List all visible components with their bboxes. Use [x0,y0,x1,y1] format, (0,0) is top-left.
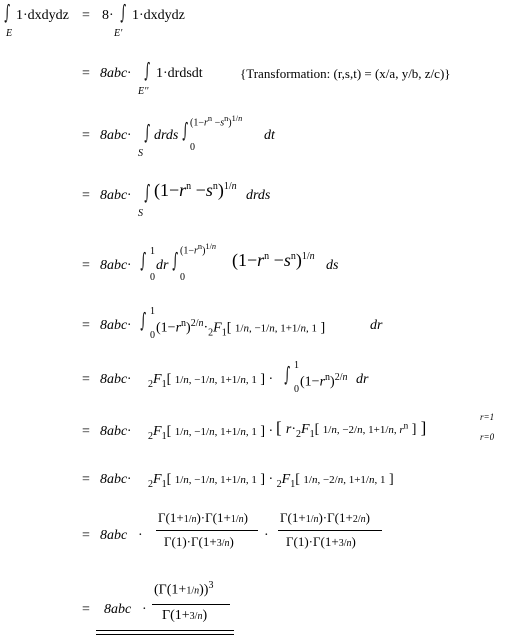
integral-sign: ∫ [144,58,151,82]
coefficient: 8abc· [100,188,131,203]
differential: drds [246,188,271,203]
lower-limit: 0 [190,142,195,153]
equals-sign: = [82,258,90,273]
coefficient: 8abc· [100,128,131,143]
differential: dr [356,372,369,387]
coefficient: 8abc [100,528,128,543]
integral-sign: ∫ [284,362,291,386]
dot: · [138,528,143,543]
coefficient: 8abc· [100,424,131,439]
differential: ds [326,258,339,273]
equals-sign: = [82,128,90,143]
transformation-note: {Transformation: (r,s,t) = (x/a, y/b, z/c)} [240,66,451,81]
coefficient: 8abc· [100,372,131,387]
fraction-1-numerator: Γ(1+1/n)·Γ(1+1/n) [158,510,248,525]
fraction-2-numerator: Γ(1+1/n)·Γ(1+2/n) [280,510,370,525]
expression: $(1-r^n)^{2/n}$ [300,372,348,390]
hypergeometric: $_2F_1$[ 1/n, −1/n, 1+1/n, 1 ] · [148,424,274,442]
equals-sign: = [82,424,90,439]
lower-limit: 0 [150,272,155,283]
final-denominator: Γ(1+3/n) [162,608,208,623]
lower-limit: 0 [150,330,155,341]
coefficient: 8abc· [100,66,131,81]
equals-sign: = [82,8,90,23]
integral-sign: ∫ [144,120,151,144]
equals-sign: = [82,66,90,81]
differential: dr [370,318,383,333]
coefficient: 8· [102,8,114,23]
expression: $(1-r^n)^{2/n}\cdot_2F_1$[ 1/n, −1/n, 1+1/n, 1 ] [156,318,326,339]
integral-sign: ∫ [140,248,147,272]
dot: · [264,528,269,543]
equals-sign: = [82,188,90,203]
coefficient: 8abc· [100,318,131,333]
integral-sign: ∫ [182,118,189,142]
fraction-2-denominator: Γ(1)·Γ(1+3/n) [286,534,356,549]
coefficient: 8abc [104,602,132,617]
equals-sign: = [82,602,90,617]
evaluation-upper: r=1 [480,412,495,422]
expression: $(1-r^n -s^n)^{1/n}$ [154,180,237,200]
upper-limit: 1 [294,360,299,371]
hypergeometric-product: $_2F_1$[ 1/n, −1/n, 1+1/n, 1 ] · $_2F_1$[ 1/n, −2/n, 1+1/n, 1 ] [148,472,394,490]
lower-limit: 0 [294,384,299,395]
upper-limit: $(1-r^n -s^n)^{1/n}$ [190,114,243,129]
evaluation-lower: r=0 [480,432,495,442]
equals-sign: = [82,472,90,487]
expression: $(1-r^n -s^n)^{1/n}$ [232,250,315,270]
bracket-expression: [ $r\cdot_2F_1$[ 1/n, −2/n, 1+1/n, $r^n$ ] ] [276,418,427,440]
fraction-bar [152,604,230,605]
final-numerator: $(\Gamma(1+1/n))^3$ [154,580,214,598]
lower-limit: 0 [180,272,185,283]
integral-sign: ∫ [172,248,179,272]
hypergeometric: $_2F_1$[ 1/n, −1/n, 1+1/n, 1 ] · [148,372,274,390]
coefficient: 8abc· [100,472,131,487]
integrand: 1·drdsdt [156,66,203,81]
integral-sign: ∫ [4,0,11,24]
domain-label: E [6,28,13,39]
result-underline [96,634,234,635]
fraction-1-denominator: Γ(1)·Γ(1+3/n) [164,534,234,549]
integral-sign: ∫ [140,308,147,332]
rhs-integrand: 1·dxdydz [132,8,185,23]
differential: dr [156,258,169,273]
fraction-bar [278,530,382,531]
integral-sign: ∫ [144,180,151,204]
coefficient: 8abc· [100,258,131,273]
result-underline [96,630,234,631]
equals-sign: = [82,318,90,333]
domain-label: S [138,148,143,159]
domain-label: E' [114,28,123,39]
integral-sign: ∫ [120,0,127,24]
equals-sign: = [82,528,90,543]
domain-label: E'' [138,86,149,97]
domain-label: S [138,208,143,219]
equals-sign: = [82,372,90,387]
fraction-bar [156,530,258,531]
upper-limit: 1 [150,246,155,257]
differential: drds [154,128,179,143]
differential: dt [264,128,275,143]
upper-limit: 1 [150,306,155,317]
upper-limit: $(1-r^n)^{1/n}$ [180,242,217,257]
lhs-integrand: 1·dxdydz [16,8,69,23]
dot: · [142,602,147,617]
